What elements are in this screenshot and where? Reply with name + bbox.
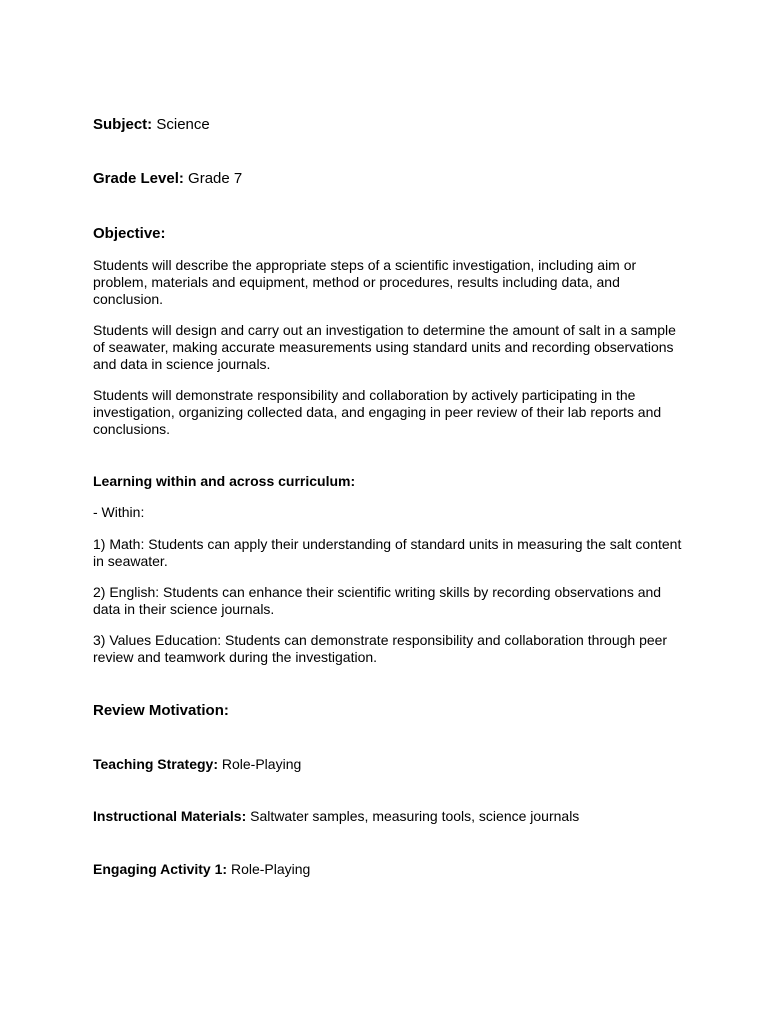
engaging-activity-1-value: Role-Playing [230,861,311,877]
learning-item-english: 2) English: Students can enhance their scientific writing skills by recording observations and data in their science journals. [93,584,662,617]
within-label: - Within: [93,504,145,520]
instructional-materials-value: Saltwater samples, measuring tools, science journals [250,808,580,824]
instructional-materials-label: Instructional Materials: [93,808,247,824]
learning-item-math: 1) Math: Students can apply their understanding of standard units in measuring the salt content in seawater. [93,536,682,569]
objective-paragraph-2: Students will design and carry out an investigation to determine the amount of salt in a sample of seawater, making accurate measurements using standard units and recording observations and data in science journals. [93,322,676,372]
objective-heading: Objective: [93,225,166,242]
teaching-strategy-label: Teaching Strategy: [93,756,218,772]
engaging-activity-1-line [93,862,310,876]
learning-heading: Learning within and across curriculum: [93,473,356,489]
grade-level-line [93,171,242,186]
subject-label: Subject: [93,116,153,133]
learning-item-values: 3) Values Education: Students can demonstrate responsibility and collaboration through peer review and teamwork during the investigation. [93,632,668,665]
subject-line [93,117,210,132]
teaching-strategy-line [93,757,301,771]
objective-paragraph-3: Students will demonstrate responsibility and collaboration by actively participating in the investigation, organizing collected data, and engaging in peer review of their lab reports and conclusions. [93,387,662,437]
grade-level-value: Grade 7 [188,170,243,187]
objective-paragraph-1: Students will describe the appropriate steps of a scientific investigation, including aim or problem, materials and equipment, method or procedures, results including data, and conclusion. [93,257,637,307]
subject-value: Science [156,116,210,133]
instructional-materials-line [93,809,579,823]
grade-level-label: Grade Level: [93,170,184,187]
teaching-strategy-value: Role-Playing [221,756,302,772]
engaging-activity-1-label: Engaging Activity 1: [93,861,228,877]
review-motivation-heading: Review Motivation: [93,702,229,719]
